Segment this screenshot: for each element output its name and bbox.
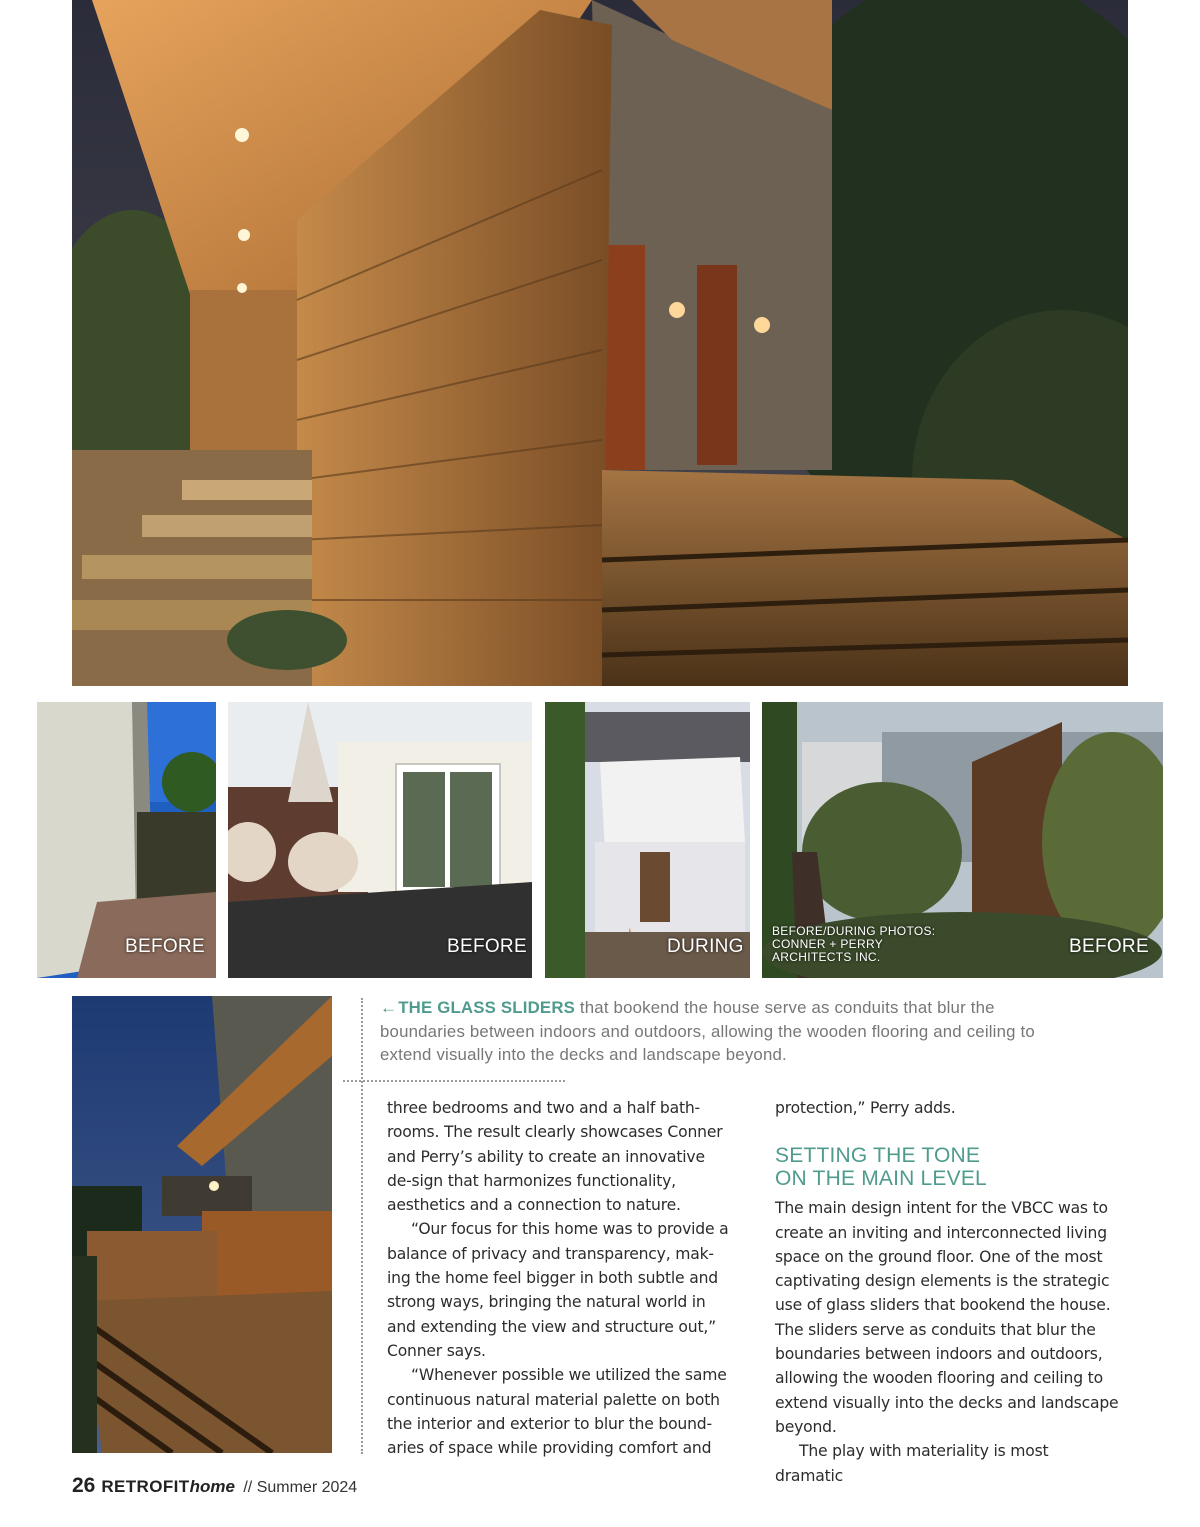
- issue-date: // Summer 2024: [243, 1479, 358, 1496]
- during-label: DURING: [667, 936, 744, 957]
- photo-credit: BEFORE/DURING PHOTOS: CONNER + PERRY ARCHITECTS INC.: [772, 924, 936, 964]
- article-column-1: [387, 1096, 732, 1460]
- before-label: BEFORE: [1069, 936, 1149, 957]
- article-column-2: [775, 1096, 1120, 1488]
- before-photo-4: [762, 702, 1163, 978]
- paragraph: “Our focus for this home was to provide a balance of privacy and transparency, mak-ing the home feel bigger in both subtle and strong ways, bringing the natural world in and extending the view and structure out,” Conner says.: [387, 1220, 729, 1360]
- paragraph: “Whenever possible we utilized the same continuous natural material palette on both the interior and exterior to blur the bound-aries of space while providing comfort and: [387, 1366, 727, 1458]
- hero-photo: [72, 0, 1128, 686]
- before-photo-1: [37, 702, 216, 978]
- horizontal-dotted-rule: [343, 1080, 565, 1082]
- paragraph: three bedrooms and two and a half bath-rooms. The result clearly showcases Conner and Perry’s ability to create an innovative de-sign that harmonizes functionality, aesthetics and a connection to nature.: [387, 1099, 723, 1215]
- before-label: BEFORE: [125, 936, 205, 957]
- page-footer: [72, 1474, 357, 1498]
- magazine-name-suffix: home: [189, 1477, 235, 1496]
- magazine-name: RETROFIT: [101, 1477, 190, 1496]
- arrow-left-icon: ←: [380, 998, 398, 1017]
- exterior-deck-photo: [72, 996, 332, 1453]
- before-label: BEFORE: [447, 936, 527, 957]
- paragraph: The main design intent for the VBCC was to create an inviting and interconnected living space on the ground floor. One of the most captivating design elements is the strategic use of glass sliders that bookend the house. The sliders serve as conduits that blur the boundaries between indoors and outdoors, allowing the wooden flooring and ceiling to extend visually into the decks and landscape beyond.: [775, 1199, 1119, 1436]
- before-photo-2: [228, 702, 532, 978]
- photo-caption: [380, 996, 1080, 1067]
- vertical-dotted-rule: [361, 998, 363, 1454]
- caption-text: that bookend the house serve as conduits that blur the boundaries between indoors and outdoors, allowing the wooden flooring and ceiling to extend visually into the decks and landscape beyond.: [380, 998, 1035, 1064]
- section-subhead: SETTING THE TONE ON THE MAIN LEVEL: [775, 1144, 987, 1191]
- paragraph: The play with materiality is most dramatic: [775, 1442, 1049, 1485]
- caption-lead: THE GLASS SLIDERS: [398, 998, 576, 1017]
- during-photo: [545, 702, 750, 978]
- paragraph: protection,” Perry adds.: [775, 1099, 956, 1117]
- page-number: 26: [72, 1474, 96, 1497]
